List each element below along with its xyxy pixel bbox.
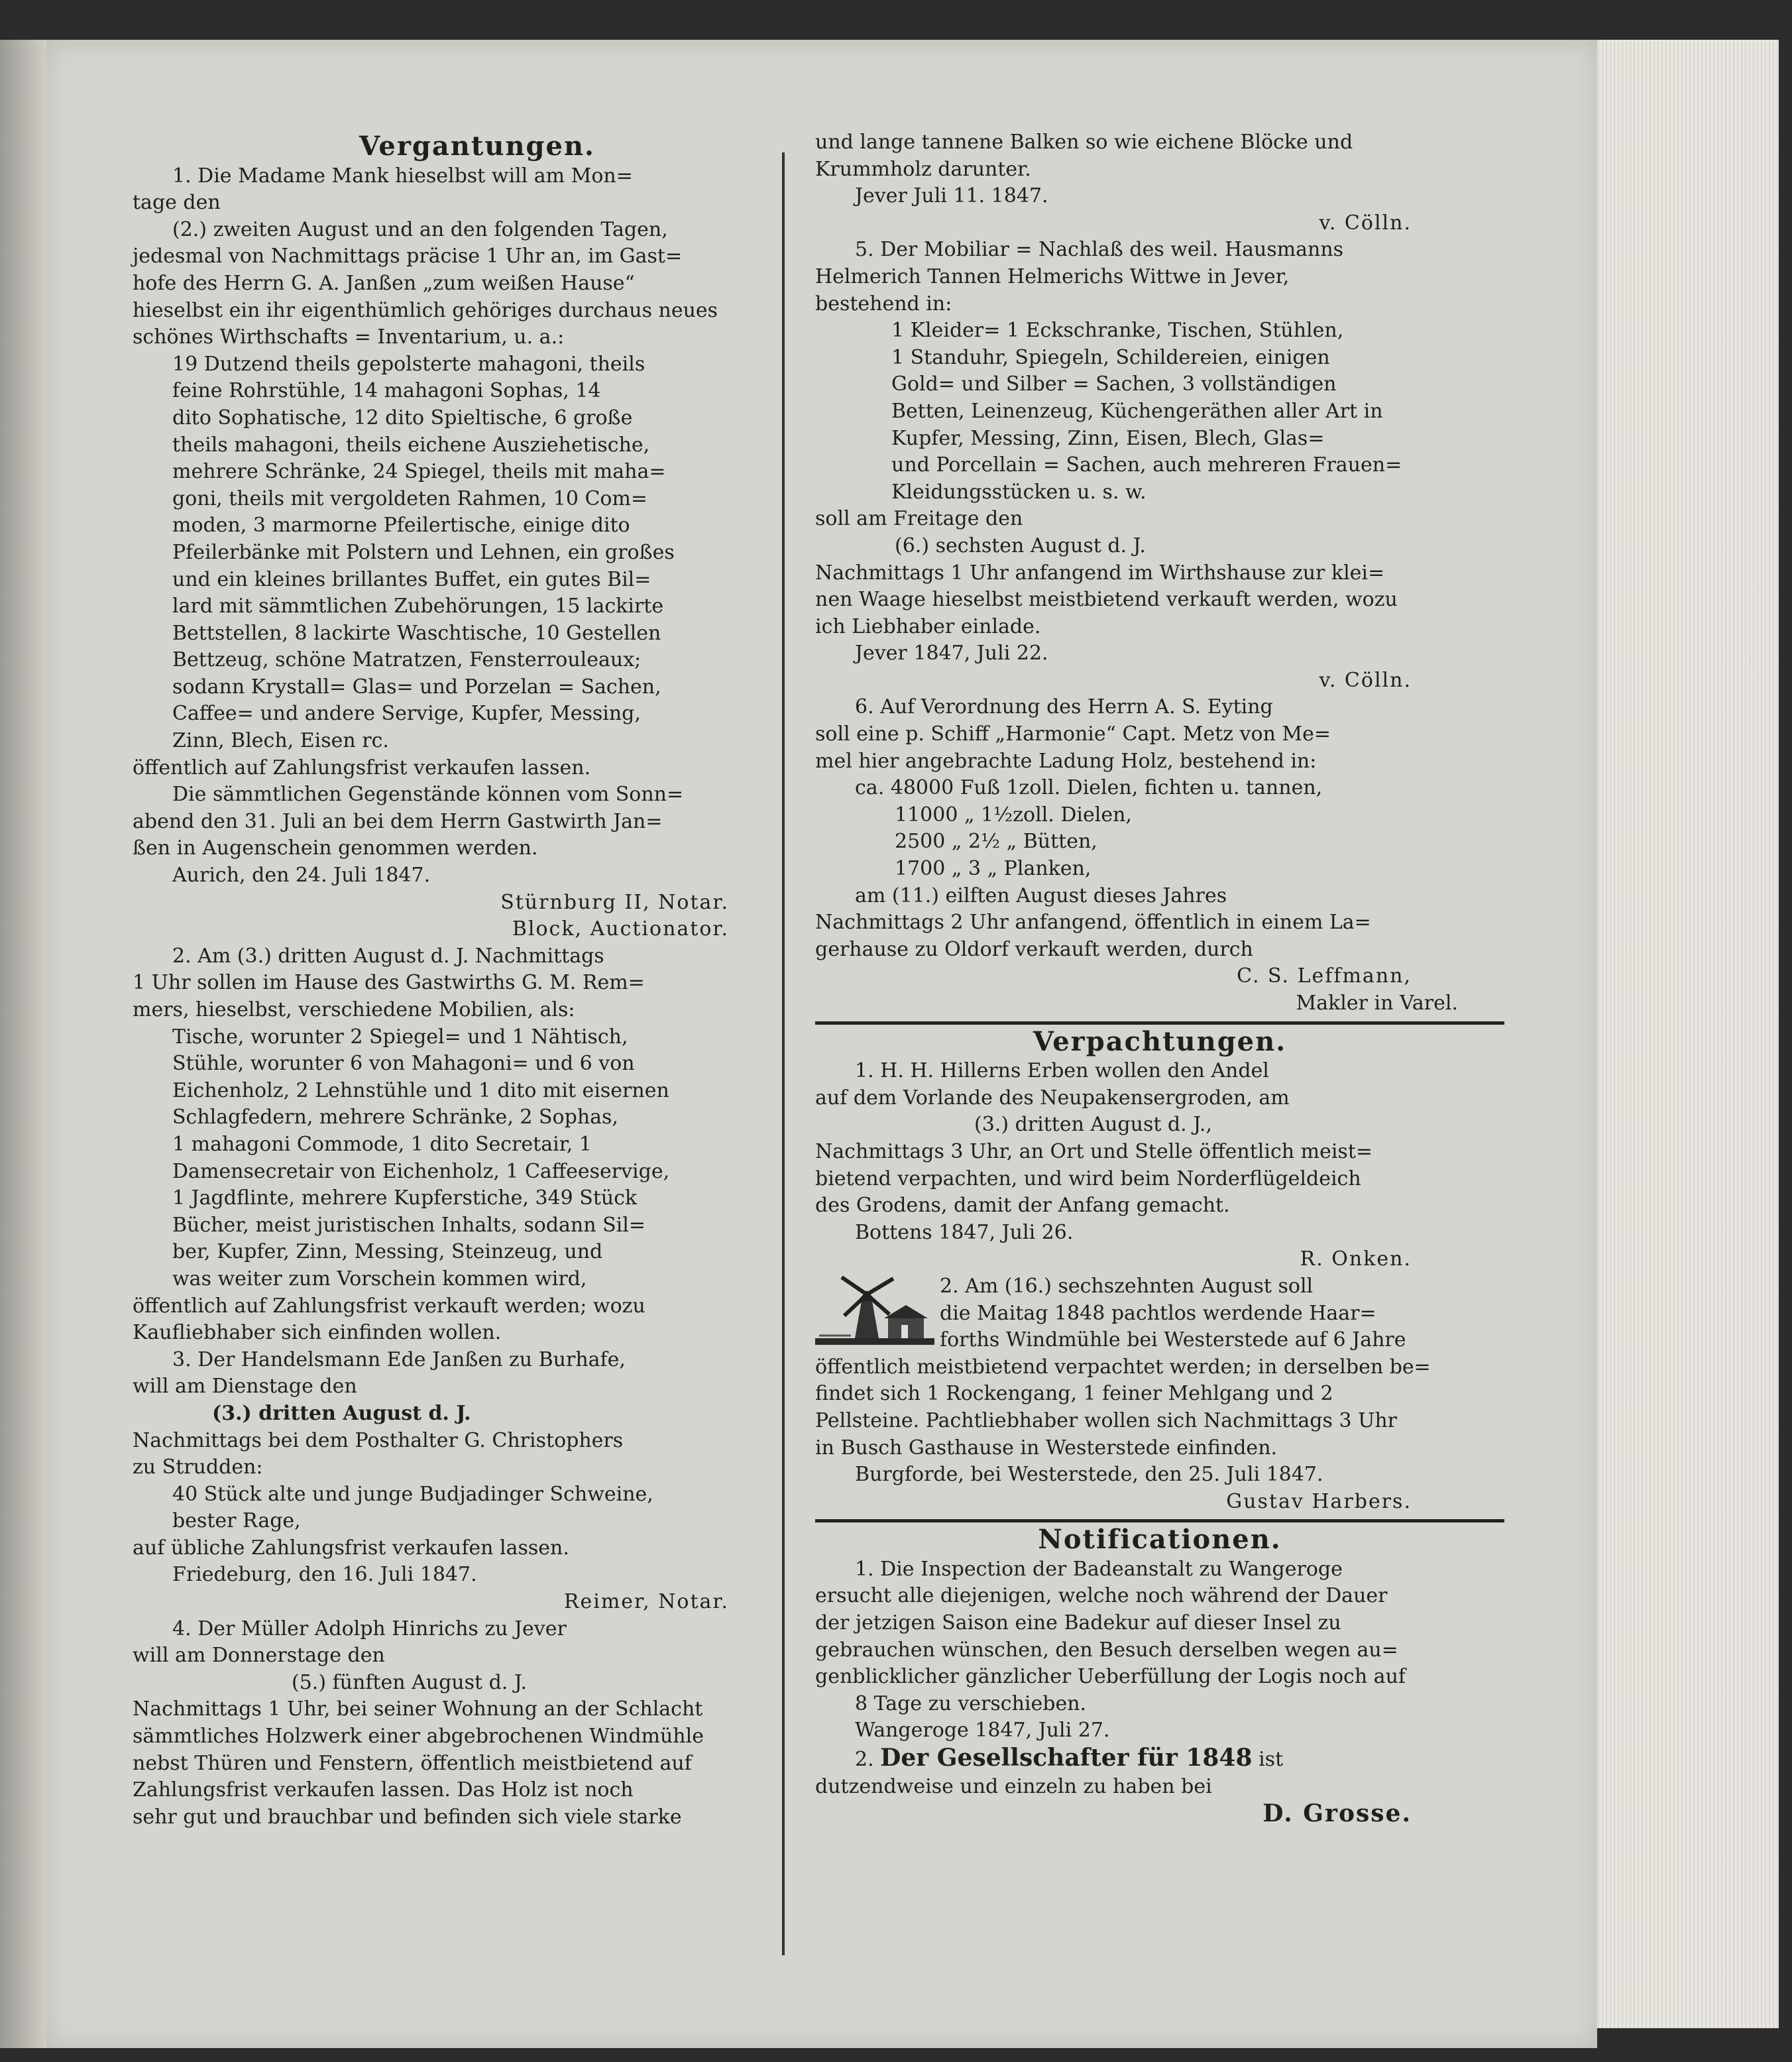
text-line: öffentlich auf Zahlungsfrist verkaufen lassen. <box>133 756 591 779</box>
text-line: 4. Der Müller Adolph Hinrichs zu Jever <box>172 1617 567 1640</box>
list-line: mehrere Schränke, 24 Spiegel, theils mit maha= <box>172 460 666 484</box>
text-line: 1. Die Madame Mank hieselbst will am Mon= <box>172 164 633 188</box>
text-line: soll am Freitage den <box>815 507 1023 531</box>
text-line: öffentlich meistbietend verpachtet werden; in derselben be= <box>815 1355 1431 1379</box>
list-line: was weiter zum Vorschein kommen wird, <box>172 1267 587 1290</box>
text-line: gerhause zu Oldorf verkauft werden, durch <box>815 937 1253 961</box>
right-column <box>815 129 1504 1827</box>
list-line: lard mit sämmtlichen Zubehörungen, 15 lackirte <box>172 595 664 618</box>
list-line: Kleidungsstücken u. s. w. <box>891 480 1147 504</box>
text-line: 2. Am (16.) sechszehnten August soll <box>940 1274 1314 1298</box>
list-line: und ein kleines brillantes Buffet, ein gutes Bil= <box>172 567 651 591</box>
text-line: (2.) zweiten August und an den folgenden Tagen, <box>172 217 668 241</box>
text-line: auf dem Vorlande des Neupakensergroden, am <box>815 1086 1290 1110</box>
section-heading-vergantungen: Vergantungen. <box>359 131 595 162</box>
left-column <box>133 129 822 1831</box>
item-number: 2. <box>855 1748 874 1772</box>
text-line: die Maitag 1848 pachtlos werdende Haar= <box>940 1301 1376 1325</box>
list-line: Gold= und Silber = Sachen, 3 vollständigen <box>891 372 1337 396</box>
column-divider <box>782 152 785 1955</box>
text-line: hieselbst ein ihr eigenthümlich gehöriges durchaus neues <box>133 298 718 322</box>
text-line: 3. Der Handelsmann Ede Janßen zu Burhafe, <box>172 1347 626 1371</box>
list-line: theils mahagoni, theils eichene Ausziehetische, <box>172 433 650 457</box>
list-line: 19 Dutzend theils gepolsterte mahagoni, theils <box>172 352 645 376</box>
timber-line: 2500 „ 2½ „ Bütten, <box>895 830 1097 854</box>
notice-signature: Block, Auctionator. <box>512 917 729 941</box>
text-line: will am Dienstage den <box>133 1375 357 1399</box>
text-line: Nachmittags 1 Uhr, bei seiner Wohnung an der Schlacht <box>133 1697 703 1721</box>
text-line: ersucht alle diejenigen, welche noch während der Dauer <box>815 1584 1388 1608</box>
notice-5 <box>815 237 1504 694</box>
notice-4-continued <box>815 129 1504 237</box>
list-line: goni, theils mit vergoldeten Rahmen, 10 Com= <box>172 487 648 510</box>
notice-3 <box>133 1347 822 1616</box>
text-line: gebrauchen wünschen, den Besuch derselben wegen au= <box>815 1638 1398 1662</box>
text-line: will am Donnerstage den <box>133 1644 385 1668</box>
text-line: genblicklicher gänzlicher Ueberfüllung der Logis noch auf <box>815 1665 1406 1689</box>
text-line: Die sämmtlichen Gegenstände können vom Sonn= <box>172 783 684 807</box>
text-line: auf übliche Zahlungsfrist verkaufen lassen. <box>133 1536 569 1560</box>
notice-signature: v. Cölln. <box>1319 211 1412 235</box>
list-line: sodann Krystall= Glas= und Porzelan = Sachen, <box>172 675 661 699</box>
text-line: nen Waage hieselbst meistbietend verkauft werden, wozu <box>815 588 1398 612</box>
section-rule <box>815 1021 1504 1025</box>
text-line: bietend verpachten, und wird beim Norderflügeldeich <box>815 1167 1361 1190</box>
list-line: Stühle, worunter 6 von Mahagoni= und 6 von <box>172 1052 635 1076</box>
left-page-edge <box>0 40 46 2048</box>
text-line: bester Rage, <box>172 1509 301 1533</box>
notification-1 <box>815 1556 1504 1745</box>
text-line: Krummholz darunter. <box>815 157 1031 181</box>
list-line: Schlagfedern, mehrere Schränke, 2 Sophas, <box>172 1106 618 1129</box>
list-line: Bettstellen, 8 lackirte Waschtische, 10 Gestellen <box>172 621 661 645</box>
text-line: 1. Die Inspection der Badeanstalt zu Wangeroge <box>855 1557 1343 1581</box>
text-line: 1 Uhr sollen im Hause des Gastwirths G. M. Rem= <box>133 971 645 995</box>
text-fragment: ist <box>1259 1748 1284 1772</box>
lease-1 <box>815 1058 1504 1273</box>
list-line: Damensecretair von Eichenholz, 1 Caffeeservige, <box>172 1159 670 1183</box>
text-line: Pellsteine. Pachtliebhaber wollen sich Nachmittags 3 Uhr <box>815 1408 1398 1432</box>
list-line: und Porcellain = Sachen, auch mehreren Frauen= <box>891 453 1402 477</box>
notice-signature: Stürnburg II, Notar. <box>500 890 729 914</box>
list-line: Kupfer, Messing, Zinn, Eisen, Blech, Glas= <box>891 426 1325 450</box>
text-line: Helmerich Tannen Helmerichs Wittwe in Jever, <box>815 264 1290 288</box>
text-line: schönes Wirthschafts = Inventarium, u. a.: <box>133 325 565 349</box>
timber-line: 11000 „ 1½zoll. Dielen, <box>895 803 1132 827</box>
text-line: soll eine p. Schiff „Harmonie“ Capt. Metz von Me= <box>815 722 1331 746</box>
notice-signature: v. Cölln. <box>1319 668 1412 692</box>
text-line: ßen in Augenschein genommen werden. <box>133 836 538 860</box>
text-line: nebst Thüren und Fenstern, öffentlich meistbietend auf <box>133 1751 692 1775</box>
text-line: der jetzigen Saison eine Badekur auf dieser Insel zu <box>815 1611 1341 1635</box>
list-line: Bücher, meist juristischen Inhalts, sodann Sil= <box>172 1213 645 1237</box>
list-line: Bettzeug, schöne Matratzen, Fensterrouleaux; <box>172 648 642 672</box>
text-line: am (11.) eilften August dieses Jahres <box>855 884 1227 907</box>
notice-date: Wangeroge 1847, Juli 27. <box>855 1719 1110 1743</box>
list-line: 1 Jagdflinte, mehrere Kupferstiche, 349 Stück <box>172 1186 638 1210</box>
text-line: abend den 31. Juli an bei dem Herrn Gastwirth Jan= <box>133 809 663 833</box>
text-line: 5. Der Mobiliar = Nachlaß des weil. Hausmanns <box>855 238 1344 262</box>
text-line: tage den <box>133 191 221 215</box>
text-line: bestehend in: <box>815 292 952 315</box>
publication-title: Der Gesellschafter für 1848 <box>880 1744 1253 1772</box>
text-line: 40 Stück alte und junge Budjadinger Schweine, <box>172 1482 653 1506</box>
text-line: sämmtliches Holzwerk einer abgebrochenen Windmühle <box>133 1725 704 1748</box>
text-line: dutzendweise und einzeln zu haben bei <box>815 1774 1212 1798</box>
notice-signature: Reimer, Notar. <box>563 1590 729 1614</box>
text-line: Zahlungsfrist verkaufen lassen. Das Holz ist noch <box>133 1778 634 1802</box>
notice-6 <box>815 694 1504 1017</box>
lease-2 <box>815 1273 1504 1515</box>
text-line: ich Liebhaber einlade. <box>815 614 1041 638</box>
text-line: Nachmittags 1 Uhr anfangend im Wirthshause zur klei= <box>815 561 1385 585</box>
notice-date: Jever 1847, Juli 22. <box>855 642 1048 665</box>
newspaper-page <box>46 40 1597 2048</box>
text-line: 6. Auf Verordnung des Herrn A. S. Eyting <box>855 695 1273 719</box>
text-line: 1. H. H. Hillerns Erben wollen den Andel <box>855 1059 1269 1083</box>
notice-date: Bottens 1847, Juli 26. <box>855 1220 1074 1244</box>
list-line: Pfeilerbänke mit Polstern und Lehnen, ein großes <box>172 540 675 564</box>
notice-date: Jever Juli 11. 1847. <box>855 184 1048 208</box>
text-line: Nachmittags bei dem Posthalter G. Christophers <box>133 1428 624 1452</box>
text-line: in Busch Gasthause in Westerstede einfinden. <box>815 1436 1278 1460</box>
list-line: feine Rohrstühle, 14 mahagoni Sophas, 14 <box>172 379 601 403</box>
text-line: mel hier angebrachte Ladung Holz, bestehend in: <box>815 749 1317 773</box>
list-line: Tische, worunter 2 Spiegel= und 1 Nähtisch, <box>172 1025 628 1049</box>
notice-signature: C. S. Leffmann, <box>1237 964 1412 988</box>
list-line: dito Sophatische, 12 dito Spieltische, 6 große <box>172 406 633 430</box>
text-line: des Grodens, damit der Anfang gemacht. <box>815 1194 1230 1218</box>
text-line: (3.) dritten August d. J. <box>212 1401 471 1425</box>
windmill-icon <box>815 1275 934 1347</box>
text-line: forths Windmühle bei Westerstede auf 6 Jahre <box>940 1328 1406 1352</box>
text-line: hofe des Herrn G. A. Janßen „zum weißen Hause“ <box>133 271 635 295</box>
text-line: (3.) dritten August d. J., <box>974 1113 1212 1137</box>
notice-date: Burgforde, bei Westerstede, den 25. Juli 1847. <box>855 1463 1323 1487</box>
text-line: Nachmittags 2 Uhr anfangend, öffentlich in einem La= <box>815 911 1371 935</box>
text-line: (6.) sechsten August d. J. <box>895 534 1146 557</box>
text-line: und lange tannene Balken so wie eichene Blöcke und <box>815 131 1353 154</box>
text-line: sehr gut und brauchbar und befinden sich viele starke <box>133 1805 682 1829</box>
notice-signature: Makler in Varel. <box>1296 992 1458 1015</box>
notice-signature: Gustav Harbers. <box>1226 1489 1412 1513</box>
notice-date: Friedeburg, den 16. Juli 1847. <box>172 1563 477 1587</box>
section-heading-notificationen: Notificationen. <box>1038 1524 1282 1556</box>
section-heading-verpachtungen: Verpachtungen. <box>1033 1025 1287 1057</box>
text-line: jedesmal von Nachmittags präcise 1 Uhr an, im Gast= <box>133 245 683 268</box>
text-line: findet sich 1 Rockengang, 1 feiner Mehlgang und 2 <box>815 1382 1333 1406</box>
text-line <box>815 1745 1504 1774</box>
notification-2 <box>815 1745 1504 1827</box>
text-line: mers, hieselbst, verschiedene Mobilien, als: <box>133 998 575 1021</box>
timber-line: 1700 „ 3 „ Planken, <box>895 857 1092 881</box>
list-line: 1 Standuhr, Spiegeln, Schildereien, einigen <box>891 345 1330 369</box>
text-line: zu Strudden: <box>133 1456 263 1479</box>
notice-4 <box>133 1616 822 1831</box>
list-line: Caffee= und andere Servige, Kupfer, Messing, <box>172 702 641 726</box>
list-line: ber, Kupfer, Zinn, Messing, Steinzeug, und <box>172 1240 603 1264</box>
list-line: 1 Kleider= 1 Eckschranke, Tischen, Stühlen, <box>891 319 1344 343</box>
text-line: 8 Tage zu verschieben. <box>855 1691 1087 1715</box>
list-line: moden, 3 marmorne Pfeilertische, einige dito <box>172 514 630 538</box>
text-line: Kaufliebhaber sich einfinden wollen. <box>133 1321 502 1345</box>
notice-2 <box>133 943 822 1347</box>
list-line: 1 mahagoni Commode, 1 dito Secretair, 1 <box>172 1132 592 1156</box>
section-rule <box>815 1519 1504 1522</box>
text-line: Nachmittags 3 Uhr, an Ort und Stelle öffentlich meist= <box>815 1139 1373 1163</box>
text-line: 2. Am (3.) dritten August d. J. Nachmittags <box>172 944 604 968</box>
list-line: Betten, Leinenzeug, Küchengeräthen aller Art in <box>891 399 1383 423</box>
text-line: öffentlich auf Zahlungsfrist verkauft werden; wozu <box>133 1294 645 1318</box>
list-line: Zinn, Blech, Eisen rc. <box>172 729 389 753</box>
notice-date: Aurich, den 24. Juli 1847. <box>172 864 431 888</box>
notice-signature: D. Grosse. <box>1262 1800 1412 1828</box>
text-line: (5.) fünften August d. J. <box>292 1670 528 1694</box>
notice-signature: R. Onken. <box>1300 1247 1412 1271</box>
list-line: Eichenholz, 2 Lehnstühle und 1 dito mit eisernen <box>172 1078 669 1102</box>
timber-line: ca. 48000 Fuß 1zoll. Dielen, fichten u. tannen, <box>855 776 1323 800</box>
notice-1 <box>133 163 822 943</box>
